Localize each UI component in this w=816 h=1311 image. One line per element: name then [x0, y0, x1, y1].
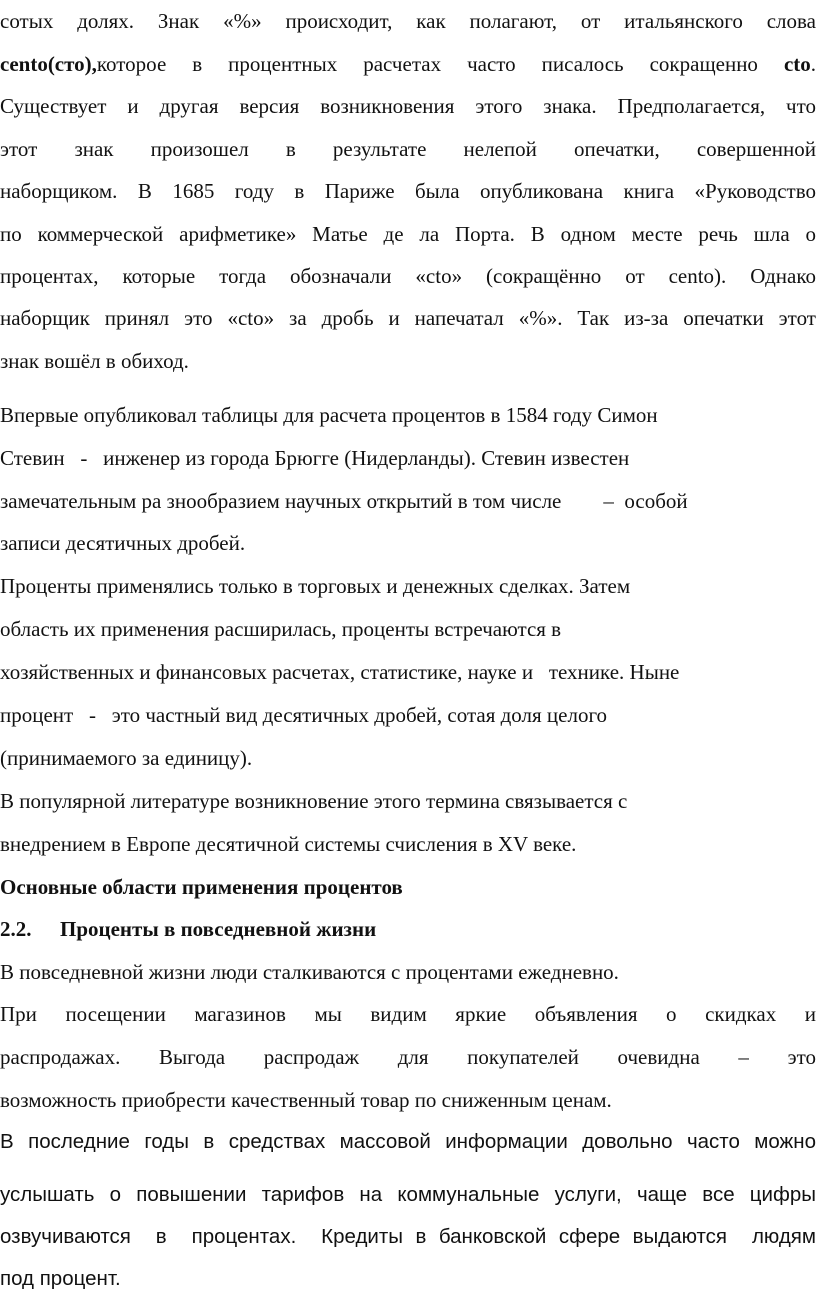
- paragraph-line: область их применения расширилась, проценты встречаются в: [0, 617, 562, 641]
- paragraph-line: В повседневной жизни люди сталкиваются с процентами ежедневно.: [0, 960, 619, 984]
- subsection-heading: [0, 914, 816, 944]
- paragraph-line: сотых долях. Знак «%» происходит, как полагают, от итальянского слова: [0, 9, 816, 33]
- paragraph-line: услышать о повышении тарифов на коммунальные услуги, чаще все цифры: [0, 1183, 816, 1206]
- paragraph-line: [0, 49, 816, 79]
- paragraph-line: Существует и другая версия возникновения этого знака. Предполагается, что: [0, 94, 816, 118]
- paragraph-line: Стевин - инженер из города Брюгге (Нидерланды). Стевин известен: [0, 446, 630, 470]
- paragraph-line: знак вошёл в обиход.: [0, 349, 189, 373]
- paragraph-line: внедрением в Европе десятичной системы счисления в XV веке.: [0, 832, 577, 856]
- paragraph-line: процентах, которые тогда обозначали «cto» (сокращённо от cento). Однако: [0, 264, 816, 288]
- paragraph-line: по коммерческой арифметике» Матье де ла Порта. В одном месте речь шла о: [0, 222, 816, 246]
- paragraph-line: процент - это частный вид десятичных дробей, сотая доля целого: [0, 703, 608, 727]
- paragraph-line: Впервые опубликовал таблицы для расчета процентов в 1584 году Симон: [0, 403, 658, 427]
- paragraph-line: распродажах. Выгода распродаж для покупателей очевидна – это: [0, 1045, 816, 1069]
- paragraph-line: этот знак произошел в результате нелепой опечатки, совершенной: [0, 137, 816, 161]
- bold-term-cento: cento(сто),: [0, 52, 97, 76]
- section-heading: Основные области применения процентов: [0, 875, 403, 899]
- paragraph-line: под процент.: [0, 1267, 121, 1290]
- inline-text: которое в процентных расчетах часто писалось сокращенно: [96, 52, 758, 76]
- bold-term-cto: cto: [783, 52, 811, 76]
- paragraph-line: В популярной литературе возникновение этого термина связывается с: [0, 789, 628, 813]
- paragraph-line: (принимаемого за единицу).: [0, 746, 253, 770]
- subsection-number: 2.2.: [0, 917, 32, 941]
- paragraph-line: записи десятичных дробей.: [0, 531, 246, 555]
- paragraph-line: озвучиваются в процентах. Кредиты в банковской сфере выдаются людям: [0, 1225, 816, 1248]
- subsection-title: Проценты в повседневной жизни: [60, 917, 377, 941]
- paragraph-line: замечательным ра знообразием научных открытий в том числе – особой: [0, 489, 688, 513]
- paragraph-line: хозяйственных и финансовых расчетах, статистике, науке и технике. Ныне: [0, 660, 680, 684]
- paragraph-line: наборщиком. В 1685 году в Париже была опубликована книга «Руководство: [0, 179, 816, 203]
- paragraph-line: наборщик принял это «cto» за дробь и напечатал «%». Так из-за опечатки этот: [0, 306, 816, 330]
- inline-text: .: [810, 52, 816, 76]
- paragraph-line: В последние годы в средствах массовой информации довольно часто можно: [0, 1130, 816, 1153]
- paragraph-line: При посещении магазинов мы видим яркие объявления о скидках и: [0, 1002, 816, 1026]
- paragraph-line: возможность приобрести качественный товар по сниженным ценам.: [0, 1088, 612, 1112]
- paragraph-line: Проценты применялись только в торговых и денежных сделках. Затем: [0, 574, 631, 598]
